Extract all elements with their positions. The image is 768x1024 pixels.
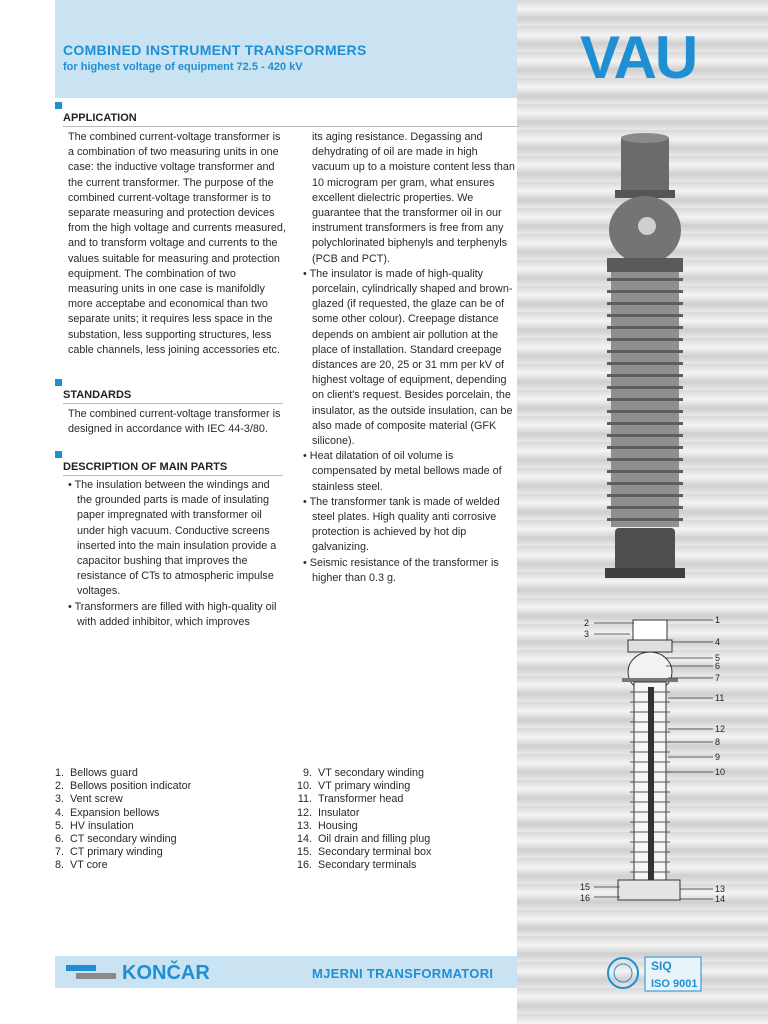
diagram-label: 6 (715, 661, 721, 671)
main-parts-heading (63, 461, 283, 476)
list-item: 9. VT secondary winding (302, 767, 425, 779)
list-item: 1. Bellows guard (54, 767, 138, 779)
document-subtitle: for highest voltage of equipment 72.5 - 420 kV (63, 61, 303, 73)
list-item: 6. CT secondary winding (54, 833, 177, 846)
transformer-photo (595, 130, 695, 585)
iso-certification-seal (605, 955, 705, 993)
diagram-label: 3 (584, 629, 590, 639)
application-paragraph: The combined current-voltage transformer is a combination of two measuring units in one case: the inductive voltage transformer and the current transformer. The purpose of the combined current-voltage transformer is to separate measuring and protection devices from the high voltage and currents measured, and to transform voltage and currents to the values suitable for measuring and protection equipment. The combination of two measuring units in one case is manifoldly more acceptabe and economical than two separate units; it requires less space in the substation, less supporting structures, less cable channels, less joining accessories etc. (68, 131, 286, 356)
diagram-label: 2 (584, 618, 590, 628)
parts-list-right (294, 767, 431, 873)
diagram-label: 15 (580, 882, 591, 892)
list-item: 10. VT primary winding (296, 780, 411, 793)
section-marker-icon (55, 102, 62, 109)
diagram-label: 11 (715, 693, 725, 703)
list-item: 2. Bellows position indicator (54, 780, 192, 793)
standards-heading-text: STANDARDS (63, 389, 132, 401)
list-item: 15. Secondary terminal box (296, 846, 432, 859)
list-item: 14. Oil drain and filling plug (296, 833, 431, 846)
parts-list-left (46, 767, 191, 873)
diagram-label: 12 (715, 724, 726, 734)
section-marker-icon (55, 451, 62, 458)
diagram-label: 14 (715, 894, 726, 904)
diagram-label: 10 (715, 767, 726, 777)
list-item: 4. Expansion bellows (54, 806, 160, 819)
model-name: VAU (580, 24, 697, 91)
cert-iso-label: ISO 9001 (651, 978, 698, 990)
list-item: 11. Transformer head (297, 793, 404, 806)
document-title: COMBINED INSTRUMENT TRANSFORMERS (63, 42, 367, 58)
cert-siq-label: SIQ (651, 959, 672, 973)
diagram-label: 1 (715, 615, 721, 625)
standards-text (68, 407, 286, 437)
list-item: 3. Vent screw (54, 793, 123, 806)
section-marker-icon (55, 379, 62, 386)
application-text (68, 130, 286, 358)
application-heading-text: APPLICATION (63, 112, 137, 124)
list-item: 8. VT core (54, 859, 108, 872)
diagram-label: 7 (715, 673, 721, 683)
bullet-oil: • Transformers are filled with high-quality oil with added inhibitor, which improves (68, 600, 277, 628)
diagram-label: 5 (715, 653, 721, 663)
main-parts-heading-text: DESCRIPTION OF MAIN PARTS (63, 461, 228, 473)
list-item: 16. Secondary terminals (296, 859, 417, 872)
standards-heading (63, 389, 283, 404)
company-logo-text: KONČAR (122, 962, 210, 984)
list-item: 12. Insulator (296, 806, 360, 819)
footer-tagline: MJERNI TRANSFORMATORI (312, 966, 494, 981)
list-item: 5. HV insulation (54, 819, 134, 832)
diagram-label: 4 (715, 637, 721, 647)
diagram-label: 16 (580, 893, 591, 903)
main-parts-left (68, 478, 286, 630)
standards-paragraph: The combined current-voltage transformer is designed in accordance with IEC 44-3/80. (68, 408, 281, 436)
bullet-insulator: • The insulator is made of high-quality porcelain, cylindrically shaped and brown-glazed (if requested, the glaze can be of some other colour). Creepage distance depends on ambient air pollution at the place of installation. Standard creepage distances are 20, 25 or 31 mm per kV of highest voltage of equipment, depending on client's request. Besides porcelain, the insulator, as the outside insulation, can be also made of composite material (GFK silicone). (303, 267, 513, 448)
diagram-label: 8 (715, 737, 721, 747)
cross-section-diagram (578, 612, 738, 907)
koncar-logo-icon (66, 963, 118, 983)
application-heading (63, 112, 519, 127)
oil-continuation: its aging resistance. Degassing and dehydrating of oil are made in high vacuum up to a moisture content less than 10 microgram per gram, what ensures excellent dielectric properties. We guarantee that the transformer oil in our instrument transformers is free from any polychlorinated biphenyls and terphenyls (PCB and PCT). (312, 131, 515, 265)
bullet-tank: • The transformer tank is made of welded steel plates. High quality anti corrosive protection is achieved by hot dip galvanizing. (303, 495, 500, 554)
list-item: 13. Housing (296, 819, 358, 832)
list-item: 7. CT primary winding (54, 846, 163, 859)
main-parts-right (303, 130, 518, 586)
diagram-label: 9 (715, 752, 721, 762)
bullet-insulation: • The insulation between the windings and the grounded parts is made of insulating paper impregnated with transformer oil under high vacuum. Conductive screens inserted into the main insulation provide a capacitor bushing that improves the resistance of CTs to atmospheric impulse voltages. (68, 479, 277, 598)
bullet-heat-dilatation: • Heat dilatation of oil volume is compensated by metal bellows made of stainless steel. (303, 450, 502, 493)
diagram-label: 13 (715, 884, 726, 894)
bullet-seismic: • Seismic resistance of the transformer is higher than 0.3 g. (303, 556, 499, 584)
